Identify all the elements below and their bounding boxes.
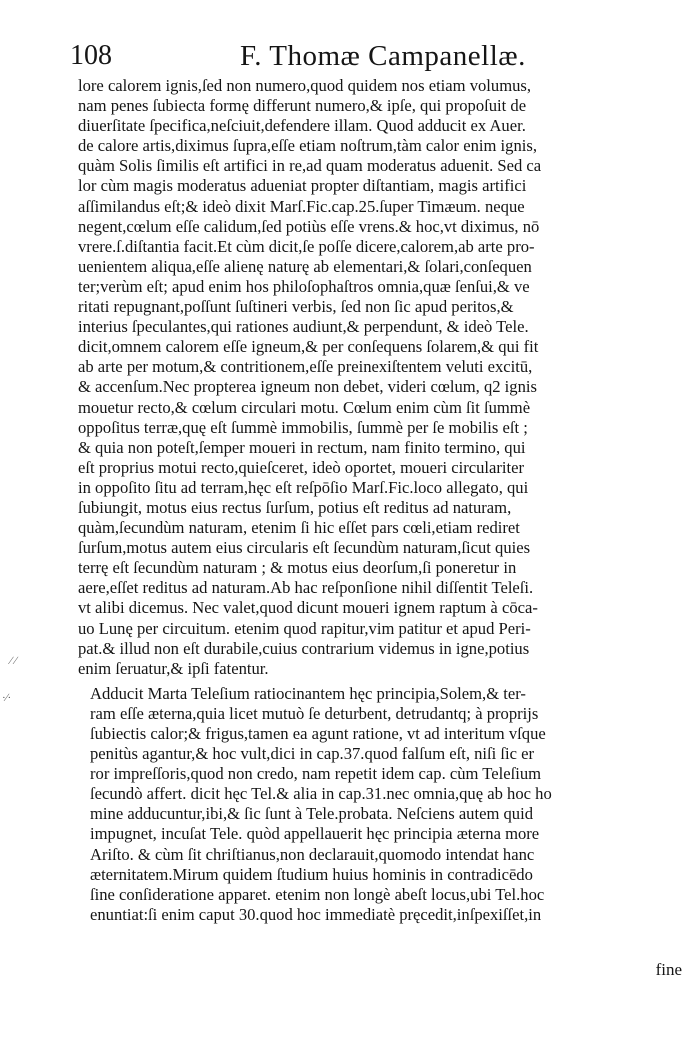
text-line: diuerſitate ſpecifica,neſciuit,defendere illam. Quod adducit ex Auer. xyxy=(78,116,526,136)
text-line: impugnet, incuſat Tele. quòd appellauerit hęc principia æterna more xyxy=(90,824,540,844)
text-line: ab arte per motum,& contritionem,eſſe preinexiſtentem veluti excitū, xyxy=(78,357,533,377)
text-line: enuntiat:ſi enim caput 30.quod hoc immediatè pręcedit,inſpexiſſet,in xyxy=(90,904,542,924)
text-line: & quia non poteſt,ſemper moueri in rectum, nam finito termino, qui xyxy=(78,437,526,457)
text-line: ſurſum,motus autem eius circularis eſt ſecundùm naturam,ſicut quies xyxy=(78,538,531,558)
text-line: quàm,ſecundùm naturam, etenim ſi hic eſſet pars cœli,etiam rediret xyxy=(78,518,520,538)
text-line: interius ſpeculantes,qui rationes audiunt,& perpendunt, & ideò Tele. xyxy=(78,317,529,337)
text-line: Adducit Marta Teleſium ratiocinantem hęc principia,Solem,& ter- xyxy=(90,683,526,703)
text-line: terrę eſt ſecundùm naturam ; & motus eius deorſum,ſi poneretur in xyxy=(78,558,517,578)
text-line: ram eſſe æterna,quia licet mutuò ſe deturbent, detrudantq; à proprijs xyxy=(90,703,539,723)
paragraph xyxy=(78,684,690,925)
margin-mark: ·∕· xyxy=(2,692,12,704)
text-line: oppoſitus terræ,quę eſt ſummè immobilis, ſummè per ſe mobilis eſt ; xyxy=(78,417,528,437)
paragraph xyxy=(78,76,690,679)
text-line: nam penes ſubiecta formę differunt numero,& ipſe, qui propoſuit de xyxy=(78,96,527,116)
margin-mark: ∕ ∕ xyxy=(10,655,17,667)
text-line: aſſimilandus eſt;& ideò dixit Marſ.Fic.cap.25.ſuper Timæum. neque xyxy=(78,196,525,216)
text-line: mine adducuntur,ibi,& ſic ſunt à Tele.probata. Neſciens autem quid xyxy=(90,804,534,824)
text-line: de calore artis,diximus ſupra,eſſe etiam noſtrum,tàm calor enim ignis, xyxy=(78,136,537,156)
text-line: eſt proprius motui recto,quieſceret, ideò oportet, moueri circulariter xyxy=(78,457,525,477)
text-line: dicit,omnem calorem eſſe igneum,& per conſequens ſolarem,& qui fit xyxy=(78,337,539,357)
text-line: uo Lunę per circuitum. etenim quod rapitur,vim patitur et apud Peri- xyxy=(78,618,531,638)
text-line: ſubiectis calor;& frigus,tamen ea agunt ratione, vt ad interitum vſque xyxy=(90,724,546,743)
page-header xyxy=(70,40,670,80)
page-number: 108 xyxy=(70,40,112,71)
text-line: enim ſeruatur,& ipſi fatentur. xyxy=(78,658,269,678)
text-line: vrere.ſ.diſtantia facit.Et cùm dicit,ſe poſſe dicere,calorem,ab arte pro- xyxy=(78,236,535,256)
text-line: & accenſum.Nec propterea igneum non debet, videri cœlum, q2 ignis xyxy=(78,377,537,397)
text-line: æternitatem.Mirum quidem ſtudium huius hominis in contradicēdo xyxy=(90,864,533,884)
catchword: fine xyxy=(655,960,682,979)
text-line: Ariſto. & cùm ſit chriſtianus,non declarauit,quomodo intendat hanc xyxy=(90,844,535,864)
text-line: quàm Solis ſimilis eſt artifici in re,ad quam moderatus aduenit. Sed ca xyxy=(78,156,542,176)
text-line: vt alibi dicemus. Nec valet,quod dicunt moueri ignem raptum à cōca- xyxy=(78,598,538,618)
text-line: ter;verùm eſt; apud enim hos philoſophaſtros omnia,quæ ſenſui,& ve xyxy=(78,276,530,296)
text-line: penitùs agantur,& hoc vult,dici in cap.37.quod falſum eſt, niſi ſic er xyxy=(90,744,535,764)
text-line: ſine conſideratione apparet. etenim non longè abeſt locus,ubi Tel.hoc xyxy=(90,884,545,904)
text-line: ror impreſſoris,quod non credo, nam repetit idem cap. cùm Teleſium xyxy=(90,764,542,784)
text-line: lor cùm magis moderatus adueniat propter diſtantiam, magis artifici xyxy=(78,176,527,196)
body-text xyxy=(78,76,690,925)
text-line: in oppoſito ſitu ad terram,hęc eſt reſpōſio Marſ.Fic.loco allegato, qui xyxy=(78,477,529,497)
text-line: ſecundò affert. dicit hęc Tel.& alia in cap.31.nec omnia,quę ab hoc ho xyxy=(90,784,552,804)
text-line: uenientem aliqua,eſſe alienę naturę ab elementari,& ſolari,conſequen xyxy=(78,256,532,276)
text-line: mouetur recto,& cœlum circulari motu. Cœlum enim cùm ſit ſummè xyxy=(78,397,531,417)
text-line: aere,eſſet reditus ad naturam.Ab hac reſponſione nihil diſſentit Teleſi. xyxy=(78,578,534,598)
running-head: F. Thomæ Campanellæ. xyxy=(240,40,526,72)
text-line: pat.& illud non eſt durabile,cuius contrarium videmus in igne,potius xyxy=(78,638,530,658)
text-line: negent,cœlum eſſe calidum,ſed potiùs eſſe vrens.& hoc,vt diximus, nō xyxy=(78,216,540,236)
text-line: ritati repugnant,poſſunt ſuſtineri verbis, ſed non ſic apud peritos,& xyxy=(78,297,514,317)
text-line: ſubiungit, motus eius rectus ſurſum, potius eſt reditus ad naturam, xyxy=(78,497,512,517)
text-line: lore calorem ignis,ſed non numero,quod quidem nos etiam volumus, xyxy=(78,76,532,95)
